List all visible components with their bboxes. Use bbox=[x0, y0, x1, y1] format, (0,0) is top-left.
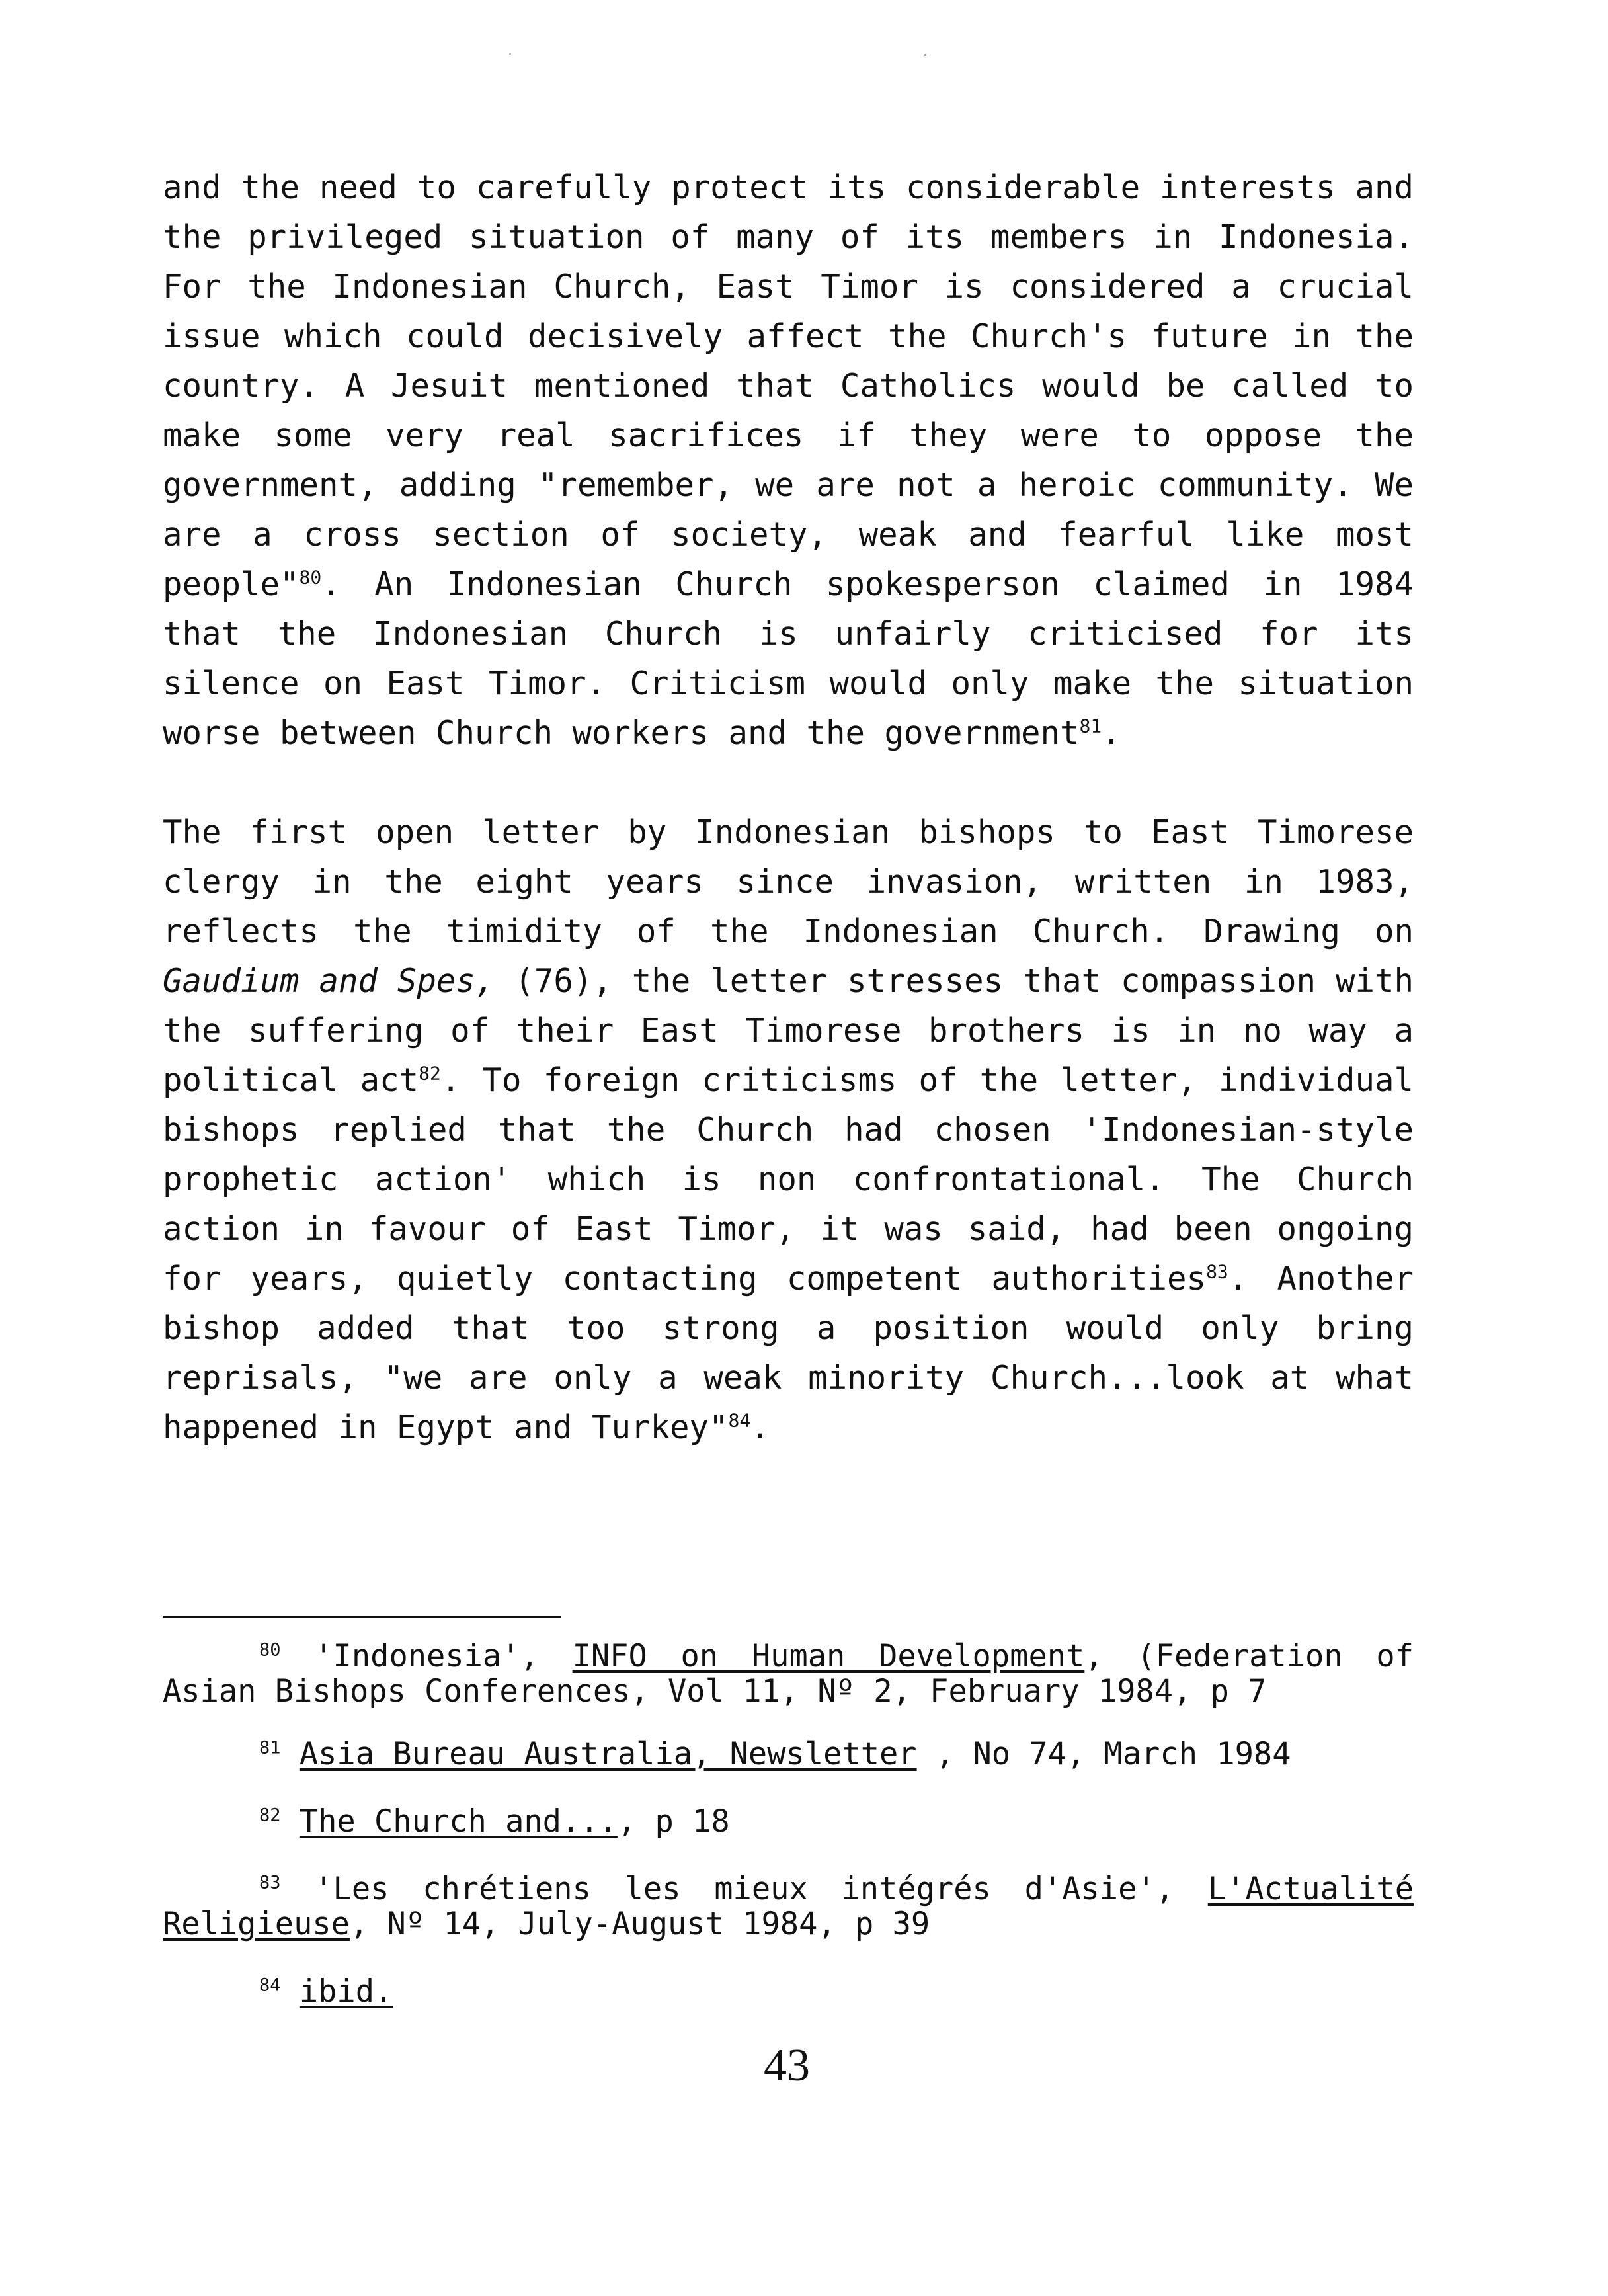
scan-speck bbox=[509, 53, 511, 55]
footnote-81 bbox=[163, 1737, 1414, 1772]
paragraph-text: . bbox=[750, 1409, 770, 1446]
body-paragraph-2 bbox=[163, 807, 1414, 1452]
footnote-ref-81[interactable]: 81 bbox=[1079, 715, 1102, 737]
paragraph-text: (76), the letter stresses that compassion with the suffering of their East Timorese brothers is in no way a political act bbox=[163, 962, 1414, 1099]
footnote-ref-82[interactable]: 82 bbox=[419, 1062, 441, 1085]
footnote-source-title: L'Actualité Religieuse bbox=[163, 1871, 1414, 1942]
footnote-text: 'Indonesia', bbox=[280, 1638, 573, 1674]
footnote-text: , Nº 14, July-August 1984, p 39 bbox=[349, 1906, 930, 1942]
footnote-ref-83[interactable]: 83 bbox=[1206, 1260, 1228, 1283]
footnote-text bbox=[281, 1973, 300, 2010]
italic-title: Gaudium and Spes, bbox=[163, 962, 495, 1000]
footnote-number: 83 bbox=[259, 1872, 281, 1893]
footnote-80 bbox=[163, 1639, 1414, 1709]
footnote-source-title: The Church and... bbox=[299, 1803, 618, 1840]
scan-speck bbox=[924, 54, 926, 56]
paragraph-text: . To foreign criticisms of the letter, individual bishops replied that the Church had chosen 'Indonesian-style prophetic action' which is non confrontational. The Church action in favour of East Timor, it was said, had been ongoing for years, quietly contacting competent authorities bbox=[163, 1061, 1414, 1297]
paragraph-text: . bbox=[1102, 714, 1121, 752]
footnote-number: 84 bbox=[259, 1975, 281, 1996]
footnote-text: 'Les chrétiens les mieux intégrés d'Asie', bbox=[280, 1871, 1208, 1907]
body-paragraph-1 bbox=[163, 163, 1414, 758]
footnote-number: 80 bbox=[259, 1639, 281, 1660]
footnote-text: , No 74, March 1984 bbox=[916, 1736, 1291, 1772]
paragraph-text: and the need to carefully protect its considerable interests and the privileged situation of many of its members in Indonesia. For the Indonesian Church, East Timor is considered a crucial issue which could decisively affect the Church's future in the country. A Jesuit mentioned that Catholics would be called to make some very real sacrifices if they were to oppose the government, adding "remember, we are not a heroic community. We are a cross section of society, weak and fearful like most people" bbox=[163, 169, 1414, 603]
footnote-source-title: Asia Bureau Australia, Newsletter bbox=[299, 1736, 917, 1772]
footnote-ref-80[interactable]: 80 bbox=[299, 566, 322, 589]
footnote-83 bbox=[163, 1871, 1414, 1942]
footnote-text: , (Federation of Asian Bishops Conferences, Vol 11, Nº 2, February 1984, p 7 bbox=[163, 1638, 1414, 1709]
footnote-82 bbox=[163, 1804, 1414, 1839]
footnote-84 bbox=[163, 1974, 1414, 2009]
paragraph-text: The first open letter by Indonesian bishops to East Timorese clergy in the eight years since invasion, written in 1983, reflects the timidity of the Indonesian Church. Drawing on bbox=[163, 813, 1414, 950]
paragraph-text: . Another bishop added that too strong a position would only bring reprisals, "we are only a weak minority Church...look at what happened in Egypt and Turkey" bbox=[163, 1260, 1414, 1446]
footnote-text bbox=[281, 1803, 300, 1840]
paragraph-text: . An Indonesian Church spokesperson claimed in 1984 that the Indonesian Church is unfairly criticised for its silence on East Timor. Criticism would only make the situation worse between Church workers and the government bbox=[163, 565, 1414, 752]
footnote-source-title: ibid. bbox=[299, 1973, 393, 2010]
footnote-separator bbox=[163, 1616, 561, 1618]
footnote-source-title: INFO on Human Development bbox=[572, 1638, 1085, 1674]
footnote-ref-84[interactable]: 84 bbox=[728, 1409, 751, 1432]
footnote-number: 81 bbox=[259, 1737, 281, 1758]
footnote-text: , p 18 bbox=[617, 1803, 730, 1840]
footnote-number: 82 bbox=[259, 1805, 281, 1826]
footnote-text bbox=[281, 1736, 300, 1772]
page-number: 43 bbox=[764, 2040, 810, 2091]
